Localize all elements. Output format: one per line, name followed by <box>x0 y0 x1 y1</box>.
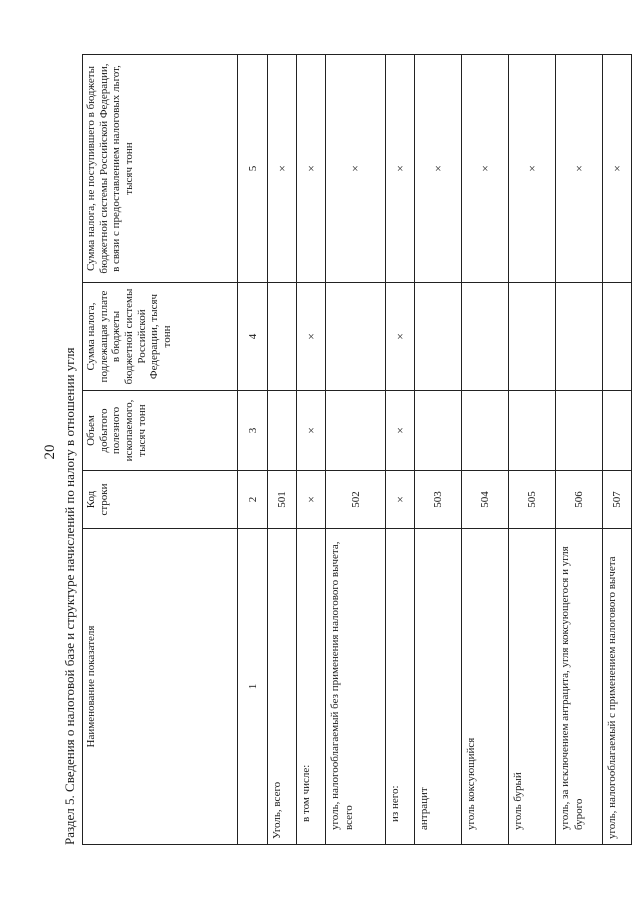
tax-benefit-cell: × <box>268 55 297 283</box>
volume-cell <box>462 391 509 471</box>
tax-payable-cell <box>326 283 386 391</box>
row-name: уголь, налогооблагаемый без применения налогового вычета, всего <box>326 529 386 845</box>
page-number: 20 <box>42 444 58 460</box>
tax-benefit-cell: × <box>603 55 632 283</box>
rotated-page-content <box>60 55 624 845</box>
section-title: Раздел 5. Сведения о налоговой базе и структуре начислений по налогу в отношении угля <box>62 347 77 845</box>
tax-benefit-cell: × <box>326 55 386 283</box>
tax-benefit-cell: × <box>509 55 556 283</box>
tax-payable-cell <box>415 283 462 391</box>
table-row <box>297 55 326 845</box>
row-code: 505 <box>509 471 556 529</box>
tax-payable-cell <box>268 283 297 391</box>
tax-table <box>82 54 632 845</box>
table-row <box>386 55 415 845</box>
volume-cell: × <box>297 391 326 471</box>
row-name: уголь, за исключением антрацита, угля коксующегося и угля бурого <box>556 529 603 845</box>
header-extracted-volume: Объем добытого полезного ископаемого, тысяч тонн <box>83 391 238 471</box>
table-row <box>268 55 297 845</box>
tax-benefit-cell: × <box>386 55 415 283</box>
volume-cell <box>326 391 386 471</box>
tax-benefit-cell: × <box>297 55 326 283</box>
row-code: 502 <box>326 471 386 529</box>
column-number-row <box>238 55 268 845</box>
table-row <box>509 55 556 845</box>
column-number: 3 <box>238 391 268 471</box>
table-row <box>603 55 632 845</box>
volume-cell: × <box>386 391 415 471</box>
row-code: 504 <box>462 471 509 529</box>
row-code: × <box>386 471 415 529</box>
row-code: 506 <box>556 471 603 529</box>
row-name: из него: <box>386 529 415 845</box>
volume-cell <box>415 391 462 471</box>
tax-payable-cell <box>603 283 632 391</box>
row-name: в том числе: <box>297 529 326 845</box>
table-row <box>556 55 603 845</box>
column-number: 4 <box>238 283 268 391</box>
table-header-row <box>83 55 238 845</box>
tax-benefit-cell: × <box>415 55 462 283</box>
row-name: уголь, налогооблагаемый с применением налогового вычета <box>603 529 632 845</box>
tax-payable-cell: × <box>297 283 326 391</box>
volume-cell <box>556 391 603 471</box>
column-number: 2 <box>238 471 268 529</box>
tax-payable-cell <box>462 283 509 391</box>
row-name: уголь коксующийся <box>462 529 509 845</box>
header-row-code: Код строки <box>83 471 238 529</box>
volume-cell <box>268 391 297 471</box>
row-code: × <box>297 471 326 529</box>
volume-cell <box>509 391 556 471</box>
row-code: 507 <box>603 471 632 529</box>
table-row <box>326 55 386 845</box>
volume-cell <box>603 391 632 471</box>
tax-payable-cell: × <box>386 283 415 391</box>
row-name: Уголь, всего <box>268 529 297 845</box>
row-code: 503 <box>415 471 462 529</box>
row-code: 501 <box>268 471 297 529</box>
header-tax-payable: Сумма налога, подлежащая уплате в бюджеты бюджетной системы Российской Федерации, тысяч тонн <box>83 283 238 391</box>
header-indicator-name: Наименование показателя <box>83 529 238 845</box>
tax-benefit-cell: × <box>462 55 509 283</box>
header-tax-not-received: Сумма налога, не поступившего в бюджеты бюджетной системы Российской Федерации, в связи с предоставлением налоговых льгот, тысяч тонн <box>83 55 238 283</box>
column-number: 5 <box>238 55 268 283</box>
table-row <box>462 55 509 845</box>
tax-payable-cell <box>509 283 556 391</box>
tax-payable-cell <box>556 283 603 391</box>
tax-benefit-cell: × <box>556 55 603 283</box>
table-row <box>415 55 462 845</box>
row-name: антрацит <box>415 529 462 845</box>
column-number: 1 <box>238 529 268 845</box>
row-name: уголь бурый <box>509 529 556 845</box>
